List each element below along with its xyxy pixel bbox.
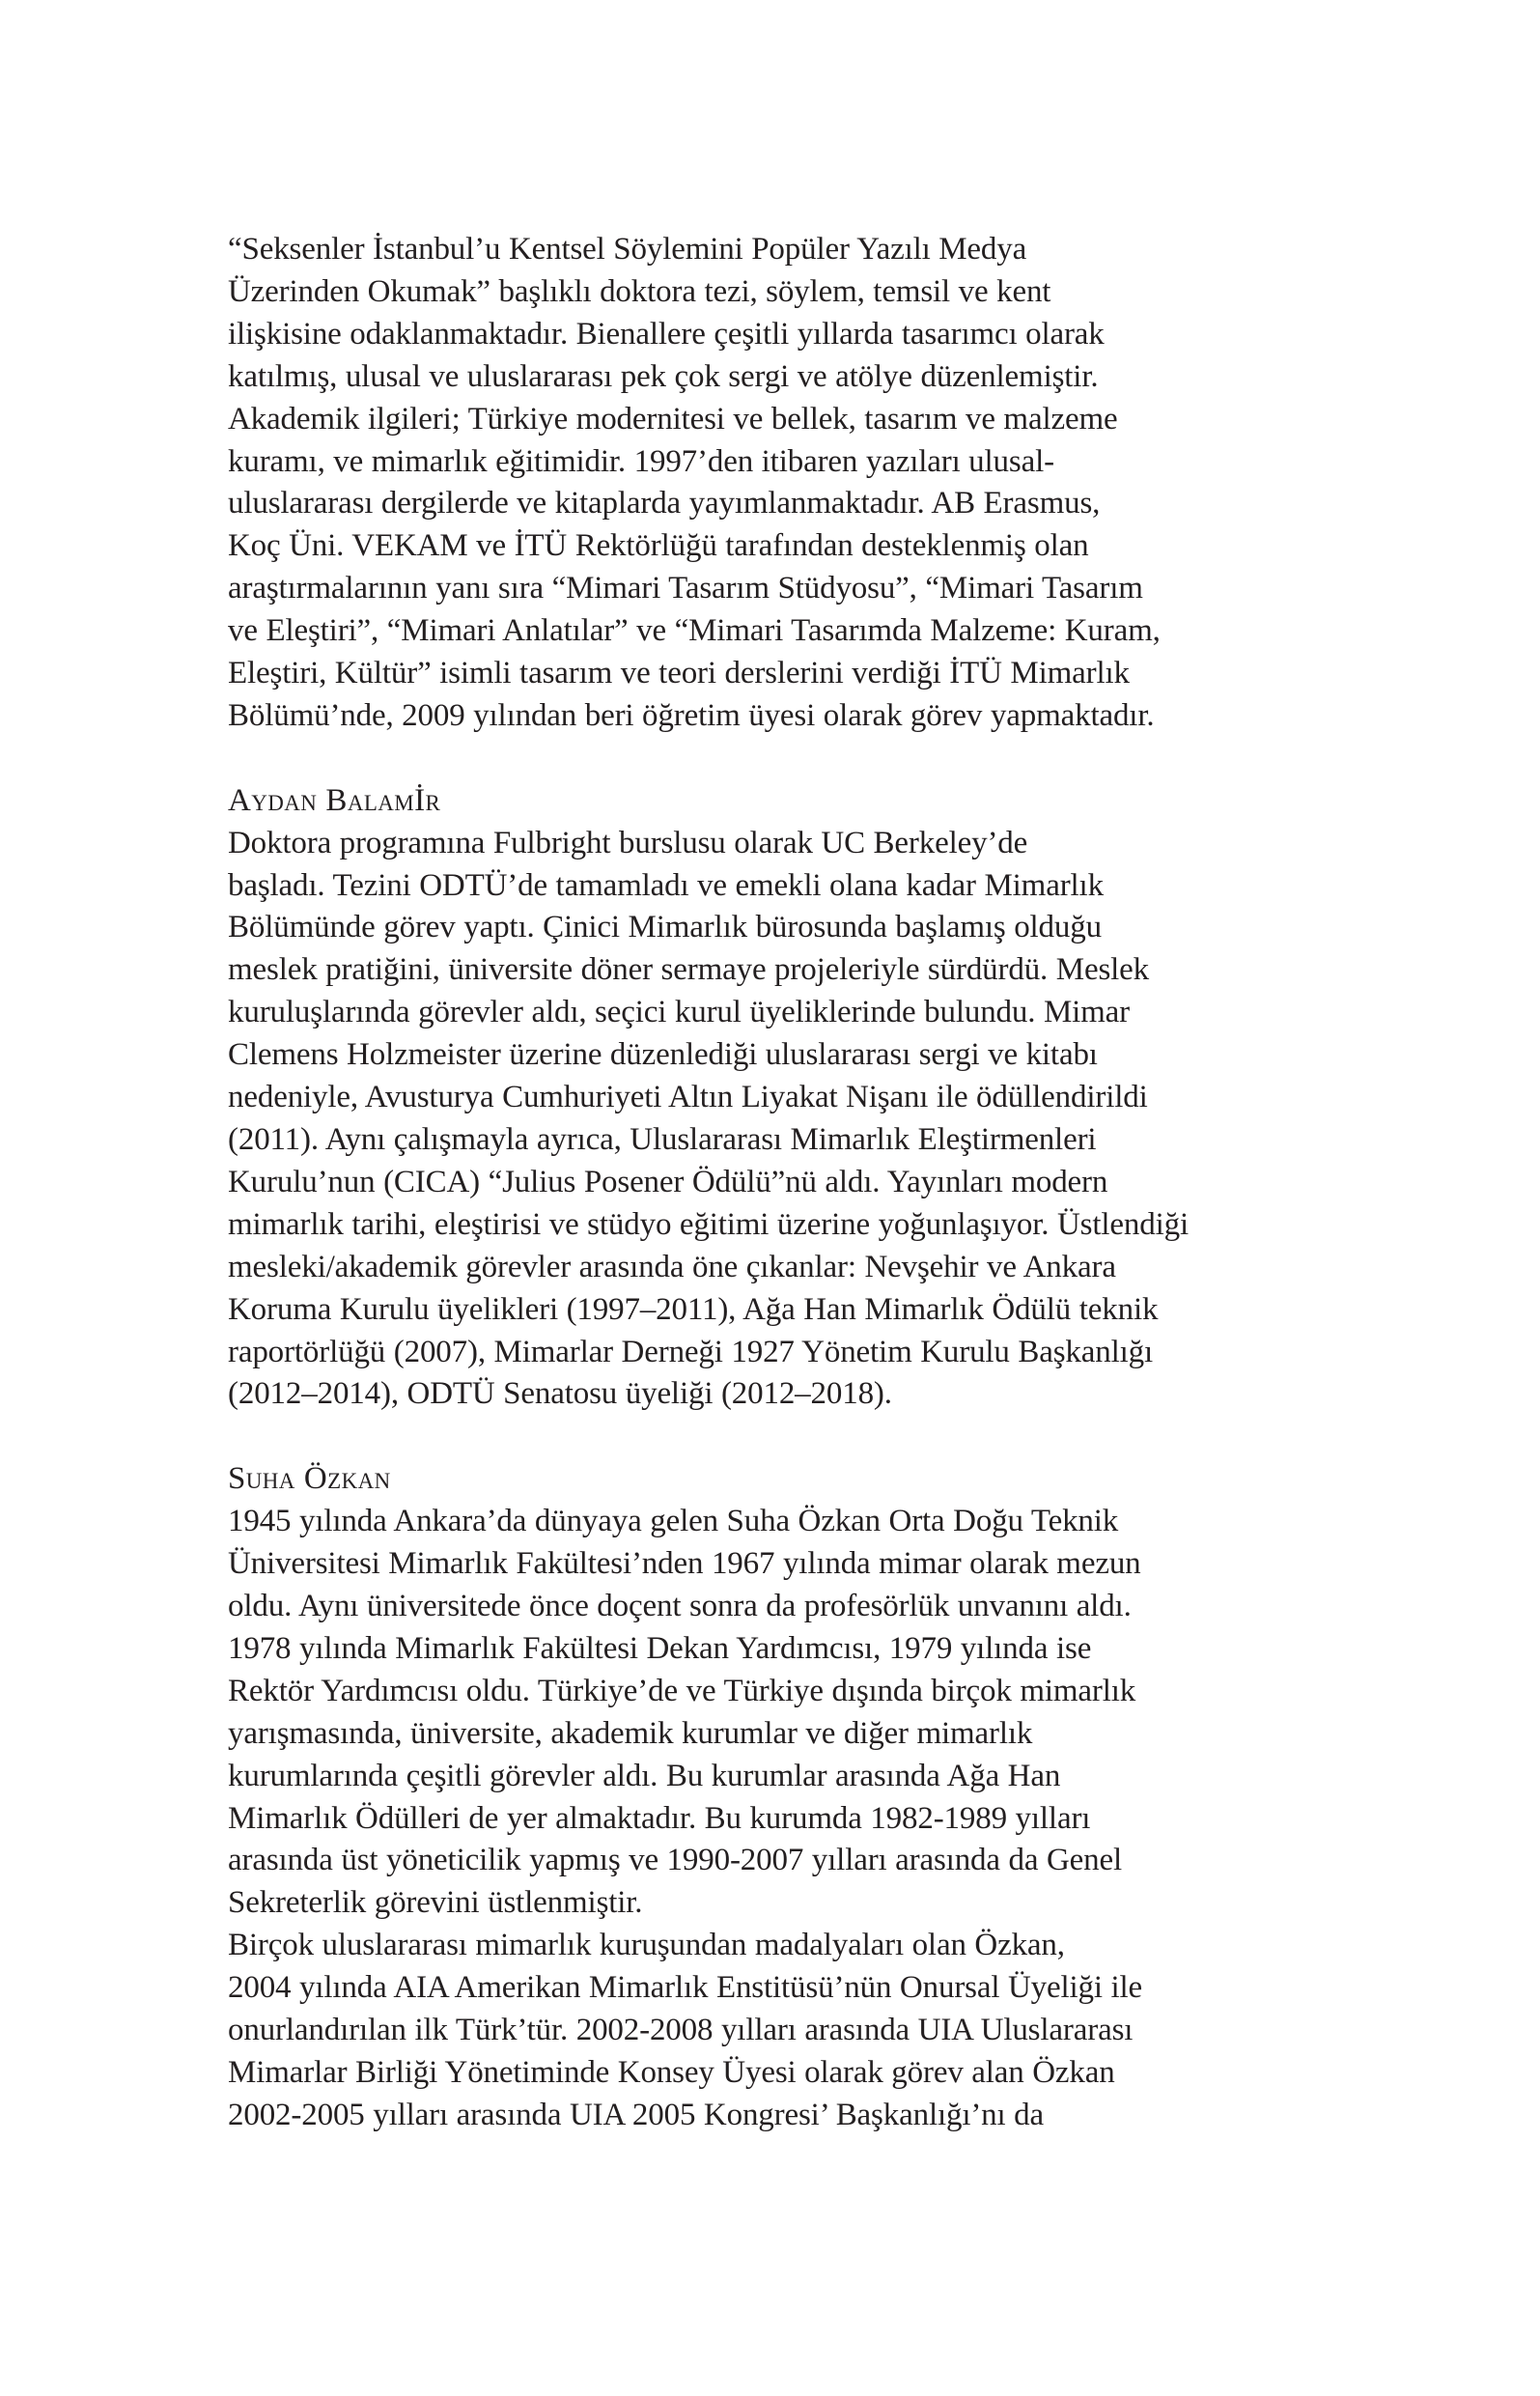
text-line: nedeniyle, Avusturya Cumhuriyeti Altın Liyakat Nişanı ile ödüllendirildi [228, 1080, 1148, 1115]
text-line: (2012–2014), ODTÜ Senatosu üyeliği (2012–2018). [228, 1376, 892, 1412]
text-line: yarışmasında, üniversite, akademik kurumlar ve diğer mimarlık [228, 1715, 1033, 1751]
text-line: kurumlarında çeşitli görevler aldı. Bu kurumlar arasında Ağa Han [228, 1758, 1061, 1793]
text-line: 2002-2005 yılları arasında UIA 2005 Kongresi’ Başkanlığı’nı da [228, 2097, 1044, 2132]
text-line: Üniversitesi Mimarlık Fakültesi’nden 1967 yılında mimar olarak mezun [228, 1546, 1141, 1582]
text-line: raportörlüğü (2007), Mimarlar Derneği 1927 Yönetim Kurulu Başkanlığı [228, 1334, 1154, 1369]
text-line: “Seksenler İstanbul’u Kentsel Söylemini Popüler Yazılı Medya [228, 232, 1027, 267]
body-paragraph [228, 1501, 1348, 2137]
text-line: meslek pratiğini, üniversite döner sermaye projeleriyle sürdürdü. Meslek [228, 952, 1150, 988]
text-line: kuramı, ve mimarlık eğitimidir. 1997’den itibaren yazıları ulusal- [228, 443, 1054, 479]
author-name-heading: Aydan Balamİr [228, 782, 441, 818]
text-line: oldu. Aynı üniversitede önce doçent sonra da profesörlük unvanını aldı. [228, 1588, 1132, 1623]
text-line: Rektör Yardımcısı oldu. Türkiye’de ve Türkiye dışında birçok mimarlık [228, 1673, 1136, 1708]
text-line: katılmış, ulusal ve uluslararası pek çok sergi ve atölye düzenlemiştir. [228, 358, 1099, 394]
text-line: Eleştiri, Kültür” isimli tasarım ve teori derslerini verdiği İTÜ Mimarlık [228, 656, 1130, 691]
text-line: Clemens Holzmeister üzerine düzenlediği uluslararası sergi ve kitabı [228, 1037, 1098, 1073]
text-line: Sekreterlik görevini üstlenmiştir. [228, 1885, 643, 1921]
text-line: mimarlık tarihi, eleştirisi ve stüdyo eğitimi üzerine yoğunlaşıyor. Üstlendiği [228, 1206, 1189, 1242]
document-page [228, 229, 1348, 2137]
text-line: Akademik ilgileri; Türkiye modernitesi ve bellek, tasarım ve malzeme [228, 401, 1118, 437]
body-paragraph [228, 823, 1348, 1417]
text-line: Üzerinden Okumak” başlıklı doktora tezi, söylem, temsil ve kent [228, 273, 1051, 309]
text-line: uluslararası dergilerde ve kitaplarda yayımlanmaktadır. AB Erasmus, [228, 486, 1101, 521]
text-line: Kurulu’nun (CICA) “Julius Posener Ödülü”nü aldı. Yayınları modern [228, 1164, 1108, 1199]
section-intro-biography [228, 229, 1348, 738]
text-line: ve Eleştiri”, “Mimari Anlatılar” ve “Mimari Tasarımda Malzeme: Kuram, [228, 613, 1161, 649]
text-line: arasında üst yöneticilik yapmış ve 1990-2007 yılları arasında da Genel [228, 1843, 1122, 1878]
text-line: 1945 yılında Ankara’da dünyaya gelen Suha Özkan Orta Doğu Teknik [228, 1504, 1119, 1539]
text-line: onurlandırılan ilk Türk’tür. 2002-2008 yılları arasında UIA Uluslararası [228, 2013, 1134, 2048]
author-name-heading: Suha Özkan [228, 1461, 391, 1497]
text-line: Koruma Kurulu üyelikleri (1997–2011), Ağa Han Mimarlık Ödülü teknik [228, 1291, 1159, 1327]
text-line: 1978 yılında Mimarlık Fakültesi Dekan Yardımcısı, 1979 yılında ise [228, 1630, 1092, 1666]
text-line: Bölümü’nde, 2009 yılından beri öğretim üyesi olarak görev yapmaktadır. [228, 697, 1155, 733]
text-line: Koç Üni. VEKAM ve İTÜ Rektörlüğü tarafından desteklenmiş olan [228, 528, 1089, 564]
text-line: (2011). Aynı çalışmayla ayrıca, Uluslararası Mimarlık Eleştirmenleri [228, 1122, 1097, 1158]
text-line: 2004 yılında AIA Amerikan Mimarlık Enstitüsü’nün Onursal Üyeliği ile [228, 1970, 1143, 2006]
text-line: başladı. Tezini ODTÜ’de tamamladı ve emekli olana kadar Mimarlık [228, 867, 1104, 903]
text-line: Birçok uluslararası mimarlık kuruşundan madalyaları olan Özkan, [228, 1928, 1065, 1963]
text-line: araştırmalarının yanı sıra “Mimari Tasarım Stüdyosu”, “Mimari Tasarım [228, 571, 1143, 606]
text-line: Doktora programına Fulbright burslusu olarak UC Berkeley’de [228, 825, 1028, 860]
text-line: Mimarlar Birliği Yönetiminde Konsey Üyesi olarak görev alan Özkan [228, 2054, 1115, 2090]
text-line: mesleki/akademik görevler arasında öne çıkanlar: Nevşehir ve Ankara [228, 1249, 1116, 1284]
section-aydan-balamir [228, 780, 1348, 1417]
text-line: kuruluşlarında görevler aldı, seçici kurul üyeliklerinde bulundu. Mimar [228, 995, 1131, 1030]
text-line: Mimarlık Ödülleri de yer almaktadır. Bu kurumda 1982-1989 yılları [228, 1800, 1091, 1836]
body-paragraph [228, 229, 1348, 738]
text-line: Bölümünde görev yaptı. Çinici Mimarlık bürosunda başlamış olduğu [228, 910, 1102, 945]
section-suha-ozkan [228, 1458, 1348, 2137]
text-line: ilişkisine odaklanmaktadır. Bienallere çeşitli yıllarda tasarımcı olarak [228, 316, 1105, 352]
